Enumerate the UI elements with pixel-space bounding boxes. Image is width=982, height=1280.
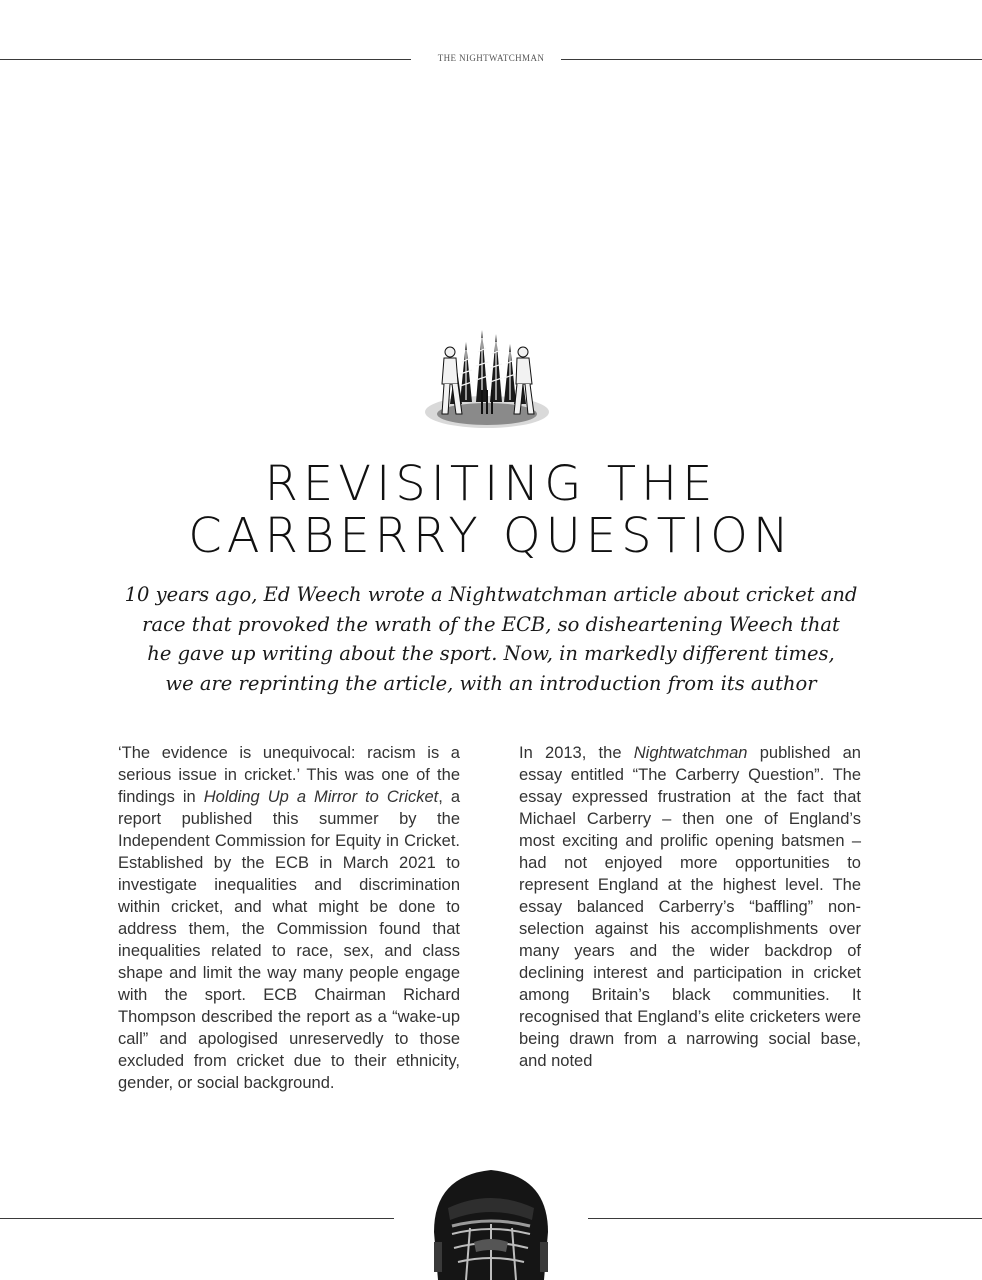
cricket-woodcut-illustration (420, 322, 554, 432)
standfirst (120, 580, 862, 698)
title-line-1: REVISITING THE (264, 456, 718, 512)
article-title (0, 458, 982, 562)
masthead: THE NIGHTWATCHMAN (437, 53, 545, 63)
standfirst-line-2: race that provoked the wrath of the ECB, so disheartening Weech that (142, 612, 840, 636)
standfirst-line-3: he gave up writing about the sport. Now, in markedly different times, (147, 642, 835, 666)
body-column-left (118, 742, 460, 1094)
body-text: ‘The evidence is unequivocal: racism is a serious issue in cricket.’ This was one of the findings in (118, 744, 460, 806)
standfirst-line-1: 10 years ago, Ed Weech wrote a Nightwatchman article about cricket and (124, 583, 858, 606)
title-line-2: CARBERRY QUESTION (188, 508, 794, 564)
body-text: In 2013, the (519, 744, 634, 762)
body-column-right (519, 742, 861, 1072)
masthead-rule-right (561, 59, 982, 60)
report-title: Holding Up a Mirror to Cricket (203, 788, 439, 806)
body-text: , a report published this summer by the Independent Commission for Equity in Cricket. Established by the ECB in March 2021 to investigate inequalities and discrimination within cricket, and what might be done to address them, the Commission found that inequalities related to race, sex, and class shape and limit the way many people engage with the sport. ECB Chairman Richard Thompson described the report as a “wake-up call” and apologised unreservedly to those excluded from cricket due to their ethnicity, gender, or social background. (118, 788, 460, 1092)
body-text: published an essay entitled “The Carberry Question”. The essay expressed frustration at the fact that Michael Carberry – then one of England’s most exciting and prolific opening batsmen – had not enjoyed more opportunities to represent England at the highest level. The essay balanced Carberry’s “baffling” non-selection against his accomplishments over many years and the wider backdrop of declining interest and participation in cricket among Britain’s black communities. It recognised that England’s elite cricketers were being drawn from a narrowing social base, and noted (519, 744, 861, 1070)
publication-name: Nightwatchman (633, 744, 748, 762)
standfirst-line-4: we are reprinting the article, with an introduction from its author (165, 671, 817, 695)
batsman-helmet-photo (394, 1162, 588, 1280)
